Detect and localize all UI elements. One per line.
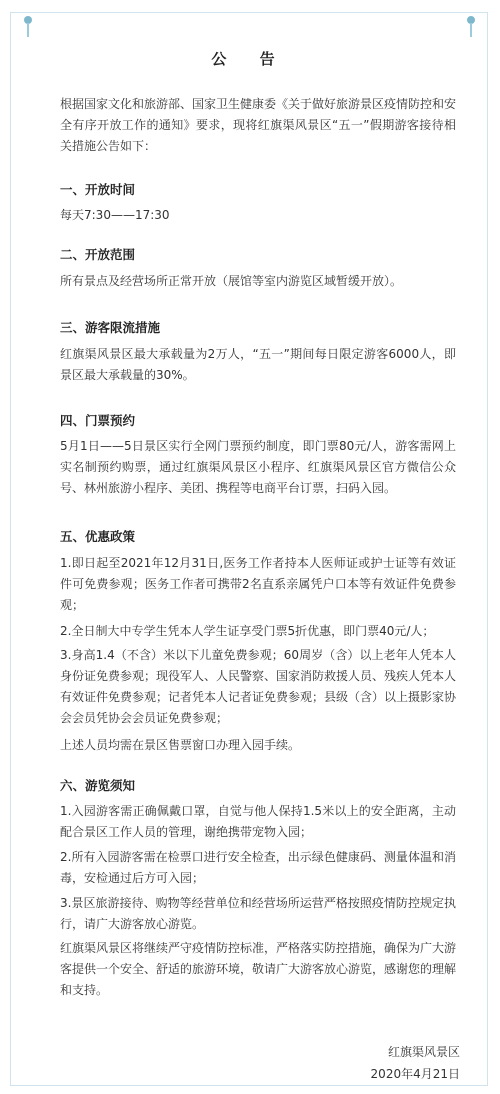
discount-note: 上述人员均需在景区售票窗口办理入园手续。 bbox=[60, 738, 301, 752]
visitor-limit-text: 红旗渠风景区最大承载量为2万人，“五一”期间每日限定游客6000人，即景区最大承载量的30%。 bbox=[60, 347, 456, 382]
section-heading-opening-hours: 一、开放时间 bbox=[60, 182, 136, 197]
discount-item-3: 3.身高1.4（不含）米以下儿童免费参观；60周岁（含）以上老年人凭本人身份证免费参观；现役军人、人民警察、国家消防救援人员、残疾人凭本人有效证件免费参观；记者凭本人记者证免费参观；县级（含）以上摄影家协会会员凭协会会员证免费参观； bbox=[60, 648, 457, 725]
discount-item-2: 2.全日制大中专学生凭本人学生证享受门票5折优惠，即门票40元/人； bbox=[60, 624, 435, 638]
intro-paragraph: 根据国家文化和旅游部、国家卫生健康委《关于做好旅游景区疫情防控和安全有序开放工作的通知》要求，现将红旗渠风景区“五一”假期游客接待相关措施公告如下： bbox=[60, 97, 457, 153]
section-heading-visit-notice: 六、游览须知 bbox=[60, 778, 136, 793]
opening-scope-text: 所有景点及经营场所正常开放（展馆等室内游览区域暂缓开放）。 bbox=[60, 274, 403, 288]
notice-item-3: 3.景区旅游接待、购物等经营单位和经营场所运营严格按照疫情防控规定执行，请广大游客放心游览。 bbox=[60, 896, 456, 931]
notice-item-2: 2.所有入园游客需在检票口进行安全检查，出示绿色健康码、测量体温和消毒，安检通过后方可入园； bbox=[60, 850, 456, 885]
date: 2020年4月21日 bbox=[370, 1067, 460, 1081]
section-heading-discount-policy: 五、优惠政策 bbox=[60, 529, 136, 544]
notice-item-1: 1.入园游客需正确佩戴口罩，自觉与他人保持1.5米以上的安全距离，主动配合景区工作人员的管理，谢绝携带宠物入园； bbox=[60, 804, 456, 839]
section-heading-visitor-limit: 三、游客限流措施 bbox=[60, 320, 161, 335]
section-heading-ticket-booking: 四、门票预约 bbox=[60, 413, 136, 428]
opening-hours-text: 每天7:30——17:30 bbox=[60, 208, 170, 222]
signature: 红旗渠风景区 bbox=[387, 1045, 460, 1059]
page-title: 公 告 bbox=[211, 50, 289, 68]
closing-paragraph: 红旗渠风景区将继续严守疫情防控标准，严格落实防控措施，确保为广大游客提供一个安全、舒适的旅游环境，敬请广大游客放心游览，感谢您的理解和支持。 bbox=[60, 941, 457, 997]
ticket-booking-text: 5月1日——5日景区实行全网门票预约制度，即门票80元/人，游客需网上实名制预约购票，通过红旗渠风景区小程序、红旗渠风景区官方微信公众号、林州旅游小程序、美团、携程等电商平台订票，扫码入园。 bbox=[60, 439, 456, 495]
discount-item-1: 1.即日起至2021年12月31日,医务工作者持本人医师证或护士证等有效证件可免费参观；医务工作者可携带2名直系亲属凭户口本等有效证件免费参观； bbox=[60, 556, 456, 612]
section-heading-opening-scope: 二、开放范围 bbox=[60, 247, 136, 262]
